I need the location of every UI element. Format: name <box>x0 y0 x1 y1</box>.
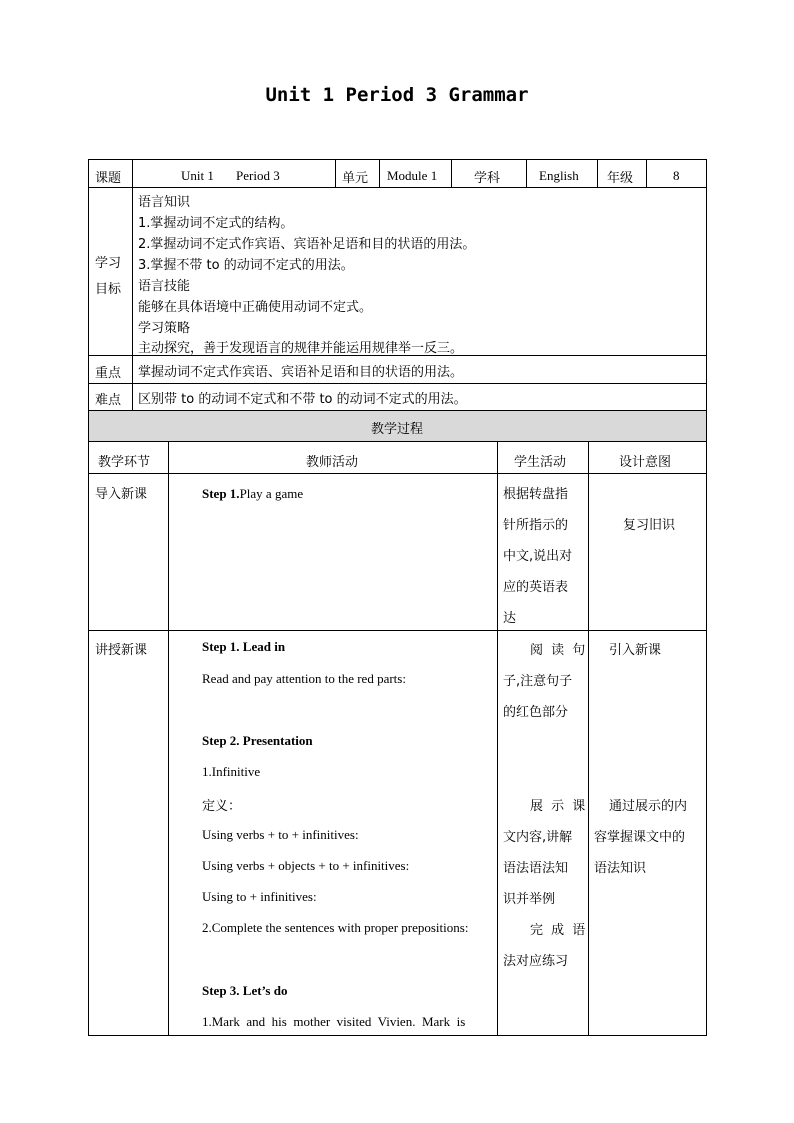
section2-student-line: 法对应练习 <box>503 954 569 969</box>
section2-student-line: 识并举例 <box>503 892 556 907</box>
section2-student-line: 的红色部分 <box>503 705 569 720</box>
section2-intent-line: 语法知识 <box>594 861 647 876</box>
objectives-label-2: 目标 <box>95 282 122 297</box>
section1-student-line: 应的英语表 <box>503 580 569 595</box>
section1-student-line: 针所指示的 <box>503 518 569 533</box>
section1-intent: 复习旧识 <box>623 518 676 533</box>
section1-step <box>202 483 303 502</box>
unit-label: 单元 <box>342 171 369 186</box>
section1-step-text: Play a game <box>239 486 304 501</box>
grade-value: 8 <box>673 168 680 183</box>
section2-mark: 1.Mark and his mother visited Vivien. Mark is <box>202 1014 466 1029</box>
section2-definition: 定义： <box>202 799 242 814</box>
objective-line: 语言技能 <box>138 279 191 294</box>
section2-intent-line: 引入新课 <box>609 643 662 658</box>
objective-line: 2.掌握动词不定式作宾语、宾语补足语和目的状语的用法。 <box>138 237 476 252</box>
section2-infinitive: 1.Infinitive <box>202 764 261 779</box>
page-title: Unit 1 Period 3 Grammar <box>265 84 529 106</box>
objective-line: 1.掌握动词不定式的结构。 <box>138 216 294 231</box>
col-header-intent: 设计意图 <box>619 455 672 470</box>
topic-label: 课题 <box>95 171 122 186</box>
section2-student-line: 子,注意句子 <box>503 674 573 689</box>
col-header-teacher: 教师活动 <box>306 455 359 470</box>
section2-lets-do: Step 3. Let’s do <box>202 983 288 998</box>
objective-line: 3.掌握不带 to 的动词不定式的用法。 <box>138 258 354 273</box>
key-point-text: 掌握动词不定式作宾语、宾语补足语和目的状语的用法。 <box>138 365 464 380</box>
section2-usage-1: Using verbs + to + infinitives: <box>202 827 359 842</box>
section2-student-line: 展 示 课 <box>530 799 588 814</box>
process-header: 教学过程 <box>370 422 423 437</box>
section2-student-line: 完 成 语 <box>530 923 588 938</box>
section1-student-line: 根据转盘指 <box>503 487 569 502</box>
section2-student-line: 文内容,讲解 <box>503 830 573 845</box>
difficulty-text: 区别带 to 的动词不定式和不带 to 的动词不定式的用法。 <box>138 392 467 407</box>
key-point-label: 重点 <box>95 366 122 381</box>
section2-stage: 讲授新课 <box>95 643 148 658</box>
section2-presentation: Step 2. Presentation <box>202 733 313 748</box>
topic-value-unit: Unit 1 <box>181 168 214 183</box>
section2-usage-2: Using verbs + objects + to + infinitives: <box>202 858 410 873</box>
unit-value: Module 1 <box>387 168 438 183</box>
objective-line: 学习策略 <box>138 321 191 336</box>
section1-student-line: 达 <box>503 611 517 626</box>
grade-label: 年级 <box>607 171 634 186</box>
subject-label: 学科 <box>474 171 501 186</box>
section2-complete: 2.Complete the sentences with proper prepositions: <box>202 920 469 935</box>
section2-intent-line: 通过展示的内 <box>609 799 688 814</box>
objectives-label-1: 学习 <box>95 256 122 271</box>
col-header-stage: 教学环节 <box>98 455 151 470</box>
section2-intent-line: 容掌握课文中的 <box>594 830 686 845</box>
col-header-student: 学生活动 <box>514 455 567 470</box>
topic-value-period: Period 3 <box>236 168 280 183</box>
section2-student-line: 语法语法知 <box>503 861 569 876</box>
section2-lead-in-text: Read and pay attention to the red parts: <box>202 671 406 686</box>
section1-student-line: 中文,说出对 <box>503 549 573 564</box>
subject-value: English <box>539 168 579 183</box>
objective-line: 主动探究，善于发现语言的规律并能运用规律举一反三。 <box>138 341 464 356</box>
section2-student-line: 阅 读 句 <box>530 643 588 658</box>
objective-line: 语言知识 <box>138 195 191 210</box>
section2-lead-in: Step 1. Lead in <box>202 639 286 654</box>
section1-step-number: Step 1. <box>202 486 240 501</box>
section1-stage: 导入新课 <box>95 487 148 502</box>
objective-line: 能够在具体语境中正确使用动词不定式。 <box>138 300 373 315</box>
difficulty-label: 难点 <box>95 393 122 408</box>
section2-usage-3: Using to + infinitives: <box>202 889 317 904</box>
